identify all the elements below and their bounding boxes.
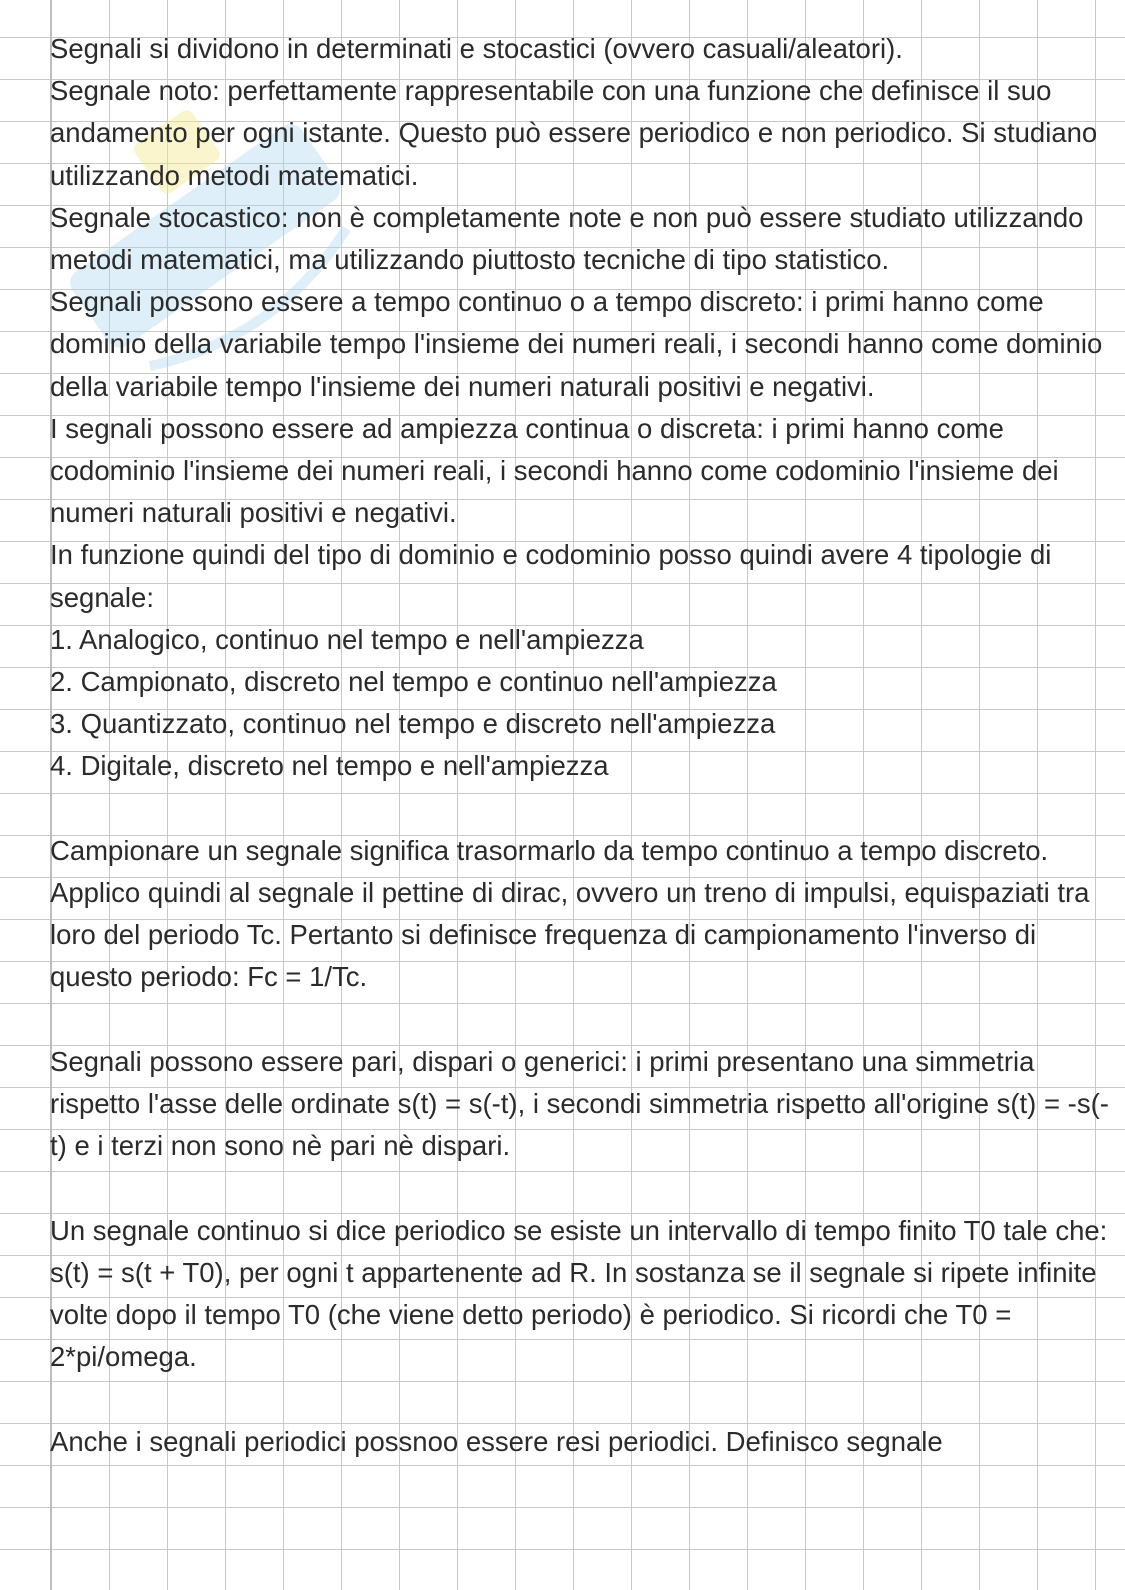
list-item: 1. Analogico, continuo nel tempo e nell'ampiezza	[50, 623, 644, 655]
paragraph-known-signal: Segnale noto: perfettamente rappresentabile con una funzione che definisce il suo andamento per ogni istante. Questo può essere periodico e non periodico. Si studiano utilizzando metodi matematici.	[50, 75, 1098, 191]
paragraph-continuous-discrete-time: Segnali possono essere a tempo continuo o a tempo discreto: i primi hanno come dominio della variabile tempo l'insieme dei numeri reali, i secondi hanno come dominio della variabile tempo l'insieme dei numeri naturali positivi e negativi.	[50, 286, 1103, 402]
paragraph-parity: Segnali possono essere pari, dispari o generici: i primi presentano una simmetria rispetto l'asse delle ordinate s(t) = s(-t), i secondi simmetria rispetto all'origine s(t) = -s(-t) e i terzi non sono nè pari nè dispari.	[50, 1045, 1109, 1162]
paragraph-stochastic-signal: Segnale stocastico: non è completamente note e non può essere studiato utilizzando metodi matematici, ma utilizzando piuttosto tecniche di tipo statistico.	[50, 201, 1084, 276]
paragraph-signal-types: Segnali si dividono in determinati e stocastici (ovvero casuali/aleatori).	[50, 33, 903, 64]
paragraph-amplitude: I segnali possono essere ad ampiezza continua o discreta: i primi hanno come codominio l'insieme dei numeri reali, i secondi hanno come codominio l'insieme dei numeri naturali positivi e negativi.	[50, 412, 1059, 529]
paragraph-last: Anche i segnali periodici possnoo essere resi periodici. Definisco segnale	[50, 1425, 943, 1457]
blank-line	[50, 788, 1115, 830]
typology-list	[50, 619, 1115, 788]
paragraph-sampling: Campionare un segnale significa trasormarlo da tempo continuo a tempo discreto. Applico quindi al segnale il pettine di dirac, ovvero un treno di impulsi, equispaziati tra loro del periodo Tc. Pertanto si definisce frequenza di campionamento l'inverso di questo periodo: Fc = 1/Tc.	[50, 834, 1090, 993]
paragraph-periodic: Un segnale continuo si dice periodico se esiste un intervallo di tempo finito T0 tale che: s(t) = s(t + T0), per ogni t appartenente ad R. In sostanza se il segnale si ripete infinite volte dopo il tempo T0 (che viene detto periodo) è periodico. Si ricordi che T0 = 2*pi/omega.	[50, 1214, 1108, 1373]
list-item: 2. Campionato, discreto nel tempo e continuo nell'ampiezza	[50, 666, 777, 698]
paragraph-signal-typologies: In funzione quindi del tipo di dominio e codominio posso quindi avere 4 tipologie di segnale:	[50, 539, 1052, 613]
list-item: 3. Quantizzato, continuo nel tempo e discreto nell'ampiezza	[50, 708, 776, 740]
blank-line	[50, 1378, 1115, 1420]
blank-line	[50, 999, 1115, 1041]
list-item: 4. Digitale, discreto nel tempo e nell'ampiezza	[50, 750, 609, 782]
blank-line	[50, 1167, 1115, 1209]
notes-content	[50, 28, 1115, 1463]
